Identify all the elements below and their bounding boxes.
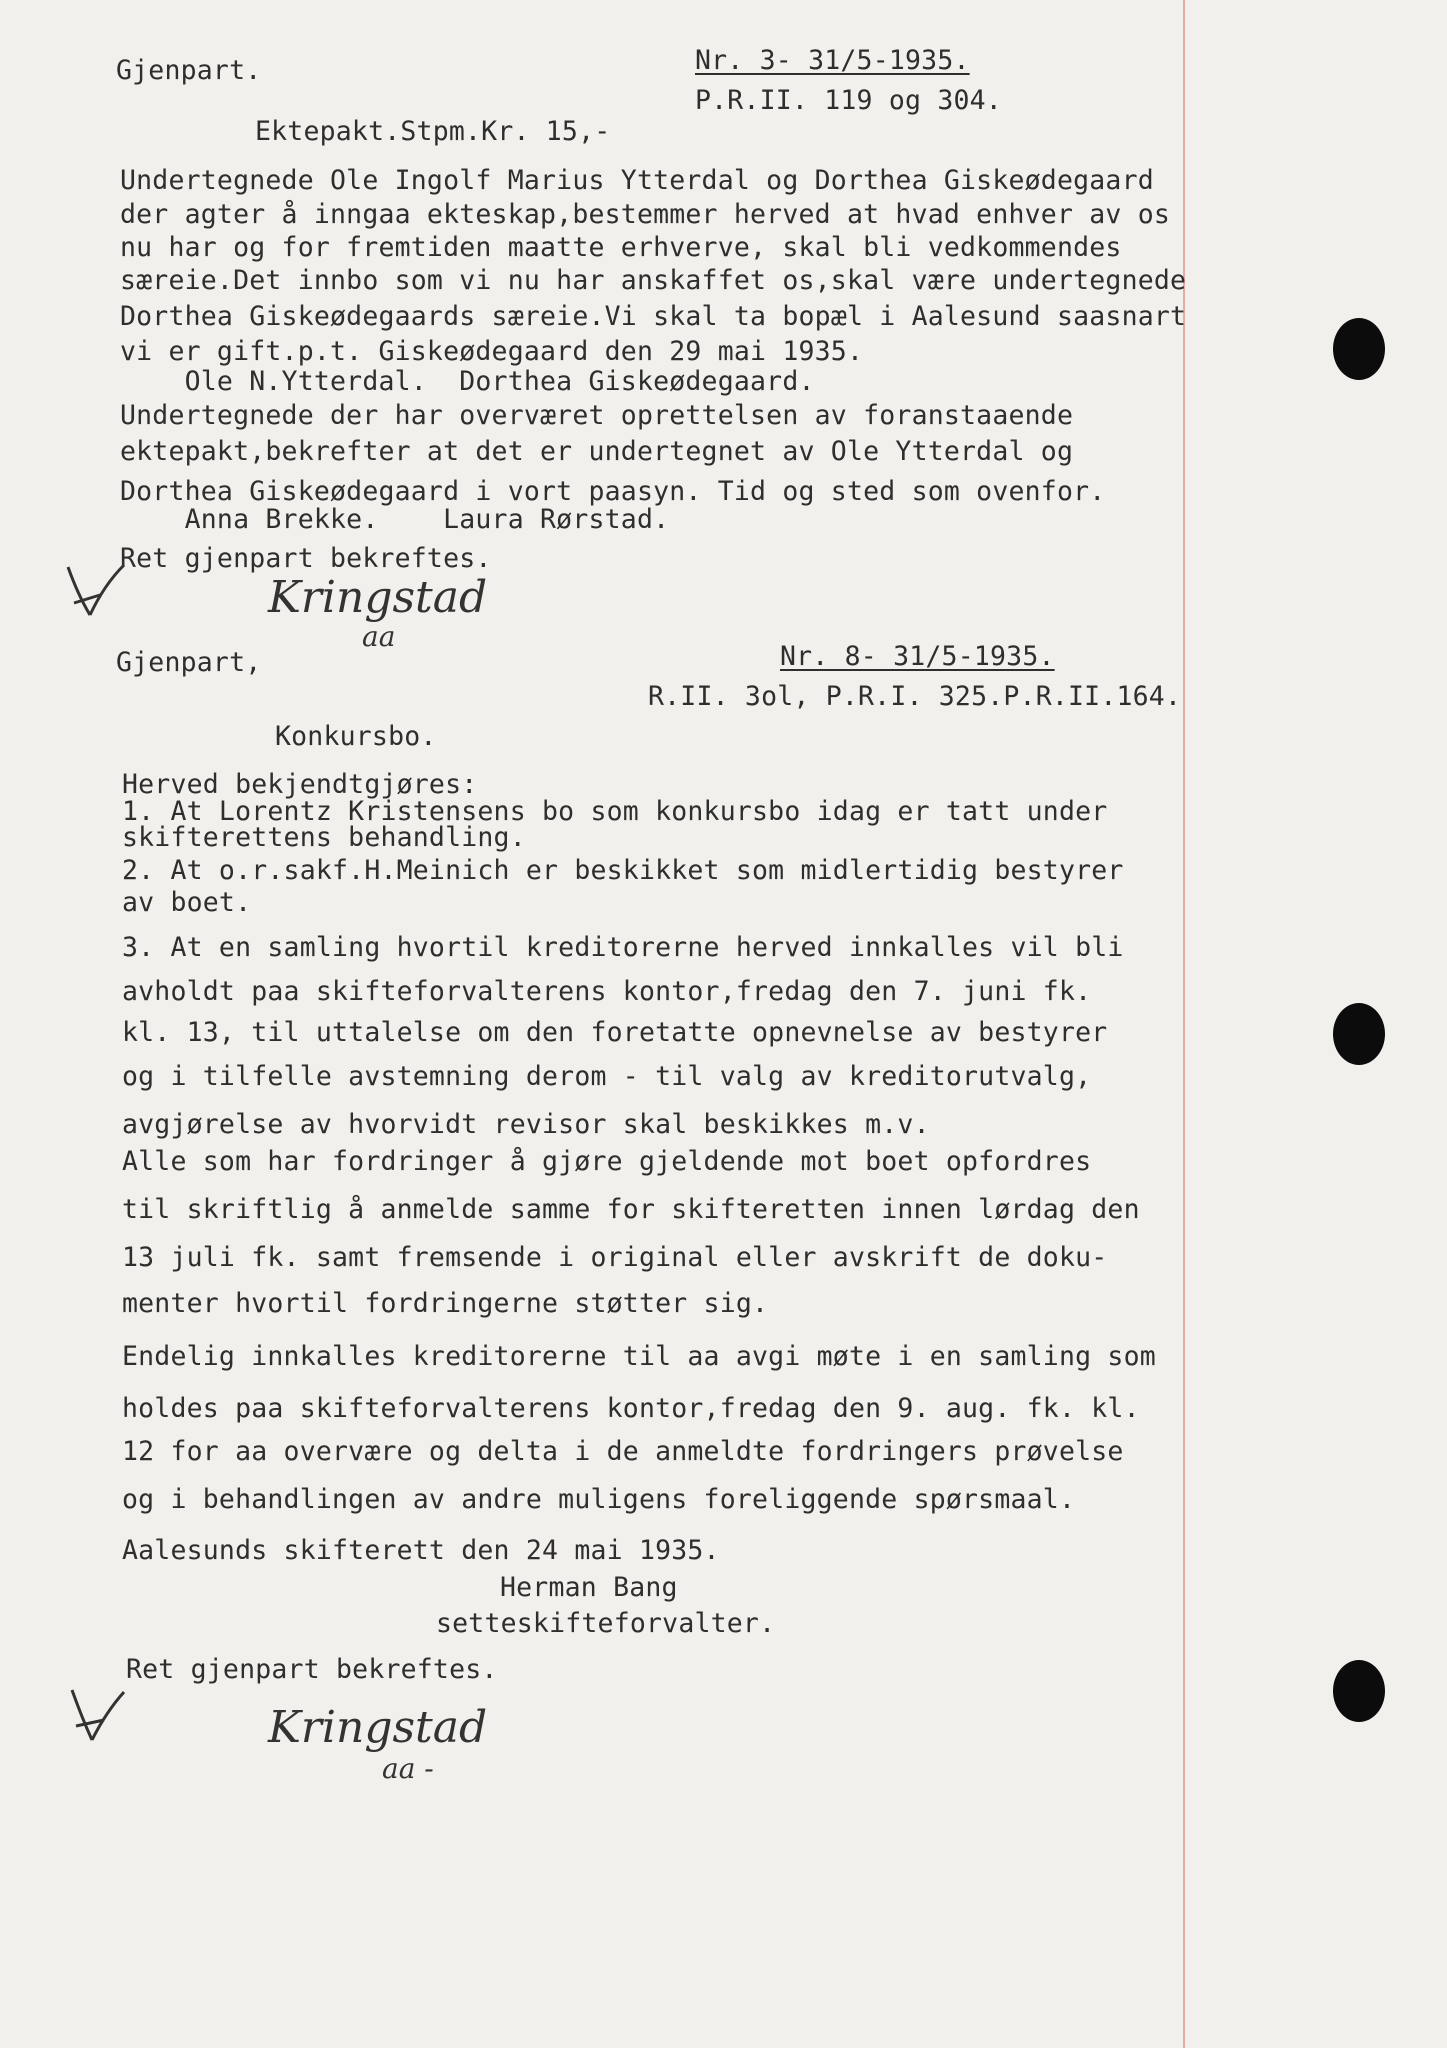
doc1-number: Nr. 3- 31/5-1935. (695, 45, 970, 76)
doc1-certification: Ret gjenpart bekreftes. (120, 543, 492, 574)
doc1-text-line: der agter å inngaa ekteskap,bestemmer herved at hvad enhver av os (120, 199, 1171, 230)
doc2-text-line: Endelig innkalles kreditorerne til aa avgi møte i en samling som (122, 1341, 1156, 1372)
doc1-text-line: vi er gift.p.t. Giskeødegaard den 29 mai 1935. (120, 336, 864, 367)
doc2-text-line: holdes paa skifteforvalterens kontor,fredag den 9. aug. fk. kl. (122, 1393, 1140, 1424)
doc2-text-line: 3. At en samling hvortil kreditorerne herved innkalles vil bli (122, 932, 1124, 963)
doc2-text-line: 12 for aa overvære og delta i de anmeldte fordringers prøvelse (122, 1436, 1124, 1467)
doc1-text-line: nu har og for fremtiden maatte erhverve, skal bli vedkommendes (120, 232, 1122, 263)
doc1-text-line: Undertegnede Ole Ingolf Marius Ytterdal og Dorthea Giskeødegaard (120, 165, 1154, 196)
punch-hole-top (1333, 318, 1385, 380)
doc2-text-line: skifterettens behandling. (122, 822, 526, 853)
doc2-text-line: og i behandlingen av andre muligens foreliggende spørsmaal. (122, 1484, 1076, 1515)
doc2-handwritten-signature: Kringstad (268, 1702, 488, 1753)
doc1-text-line: ektepakt,bekrefter at det er undertegnet av Ole Ytterdal og (120, 436, 1074, 467)
doc2-signature-suffix: aa - (382, 1752, 434, 1785)
doc2-certification: Ret gjenpart bekreftes. (126, 1654, 498, 1685)
doc1-handwritten-signature: Kringstad (268, 572, 488, 623)
doc2-text-line: kl. 13, til uttalelse om den foretatte opnevnelse av bestyrer (122, 1017, 1108, 1048)
doc2-title: Konkursbo. (275, 721, 437, 752)
doc2-text-line: og i tilfelle avstemning derom - til valg av kreditorutvalg, (122, 1061, 1092, 1092)
doc2-signer-name: Herman Bang (500, 1572, 678, 1603)
punch-hole-bottom (1333, 1660, 1385, 1722)
doc2-text-line: Alle som har fordringer å gjøre gjeldende mot boet opfordres (122, 1146, 1092, 1177)
doc2-reference: R.II. 3ol, P.R.I. 325.P.R.II.164. (648, 681, 1182, 712)
doc1-text-line: særeie.Det innbo som vi nu har anskaffet os,skal være undertegnede (120, 265, 1187, 296)
doc2-text-line: 2. At o.r.sakf.H.Meinich er beskikket som midlertidig bestyrer (122, 855, 1124, 886)
doc2-text-line: avholdt paa skifteforvalterens kontor,fredag den 7. juni fk. (122, 976, 1092, 1007)
doc2-text-line: menter hvortil fordringerne støtter sig. (122, 1288, 769, 1319)
doc2-signer-title: setteskifteforvalter. (436, 1608, 776, 1639)
check-mark-icon (62, 1680, 132, 1750)
doc1-signature-suffix: aa (362, 620, 396, 653)
doc2-label: Gjenpart, (116, 647, 262, 678)
doc2-text-line: til skriftlig å anmelde samme for skifteretten innen lørdag den (122, 1194, 1140, 1225)
doc1-witnesses-line: Anna Brekke. Laura Rørstad. (120, 504, 670, 535)
doc1-text-line: Dorthea Giskeødegaard i vort paasyn. Tid og sted som ovenfor. (120, 476, 1106, 507)
doc1-title: Ektepakt.Stpm.Kr. 15,- (255, 116, 611, 147)
doc1-signatures-line: Ole N.Ytterdal. Dorthea Giskeødegaard. (120, 366, 815, 397)
doc2-text-line: 13 juli fk. samt fremsende i original eller avskrift de doku- (122, 1242, 1108, 1273)
doc1-label: Gjenpart. (116, 55, 262, 86)
doc2-date-line: Aalesunds skifterett den 24 mai 1935. (122, 1535, 720, 1566)
doc1-reference: P.R.II. 119 og 304. (695, 85, 1002, 116)
doc1-text-line: Undertegnede der har overværet oprettelsen av foranstaaende (120, 400, 1074, 431)
punch-hole-middle (1333, 1003, 1385, 1065)
doc2-text-line: av boet. (122, 887, 252, 918)
doc2-text-line: 1. At Lorentz Kristensens bo som konkursbo idag er tatt under (122, 796, 1108, 827)
doc1-text-line: Dorthea Giskeødegaards særeie.Vi skal ta bopæl i Aalesund saasnart (120, 301, 1187, 332)
check-mark-icon (60, 555, 130, 625)
doc2-text-line: Herved bekjendtgjøres: (122, 769, 478, 800)
doc2-number: Nr. 8- 31/5-1935. (780, 641, 1055, 672)
doc2-text-line: avgjørelse av hvorvidt revisor skal beskikkes m.v. (122, 1109, 930, 1140)
